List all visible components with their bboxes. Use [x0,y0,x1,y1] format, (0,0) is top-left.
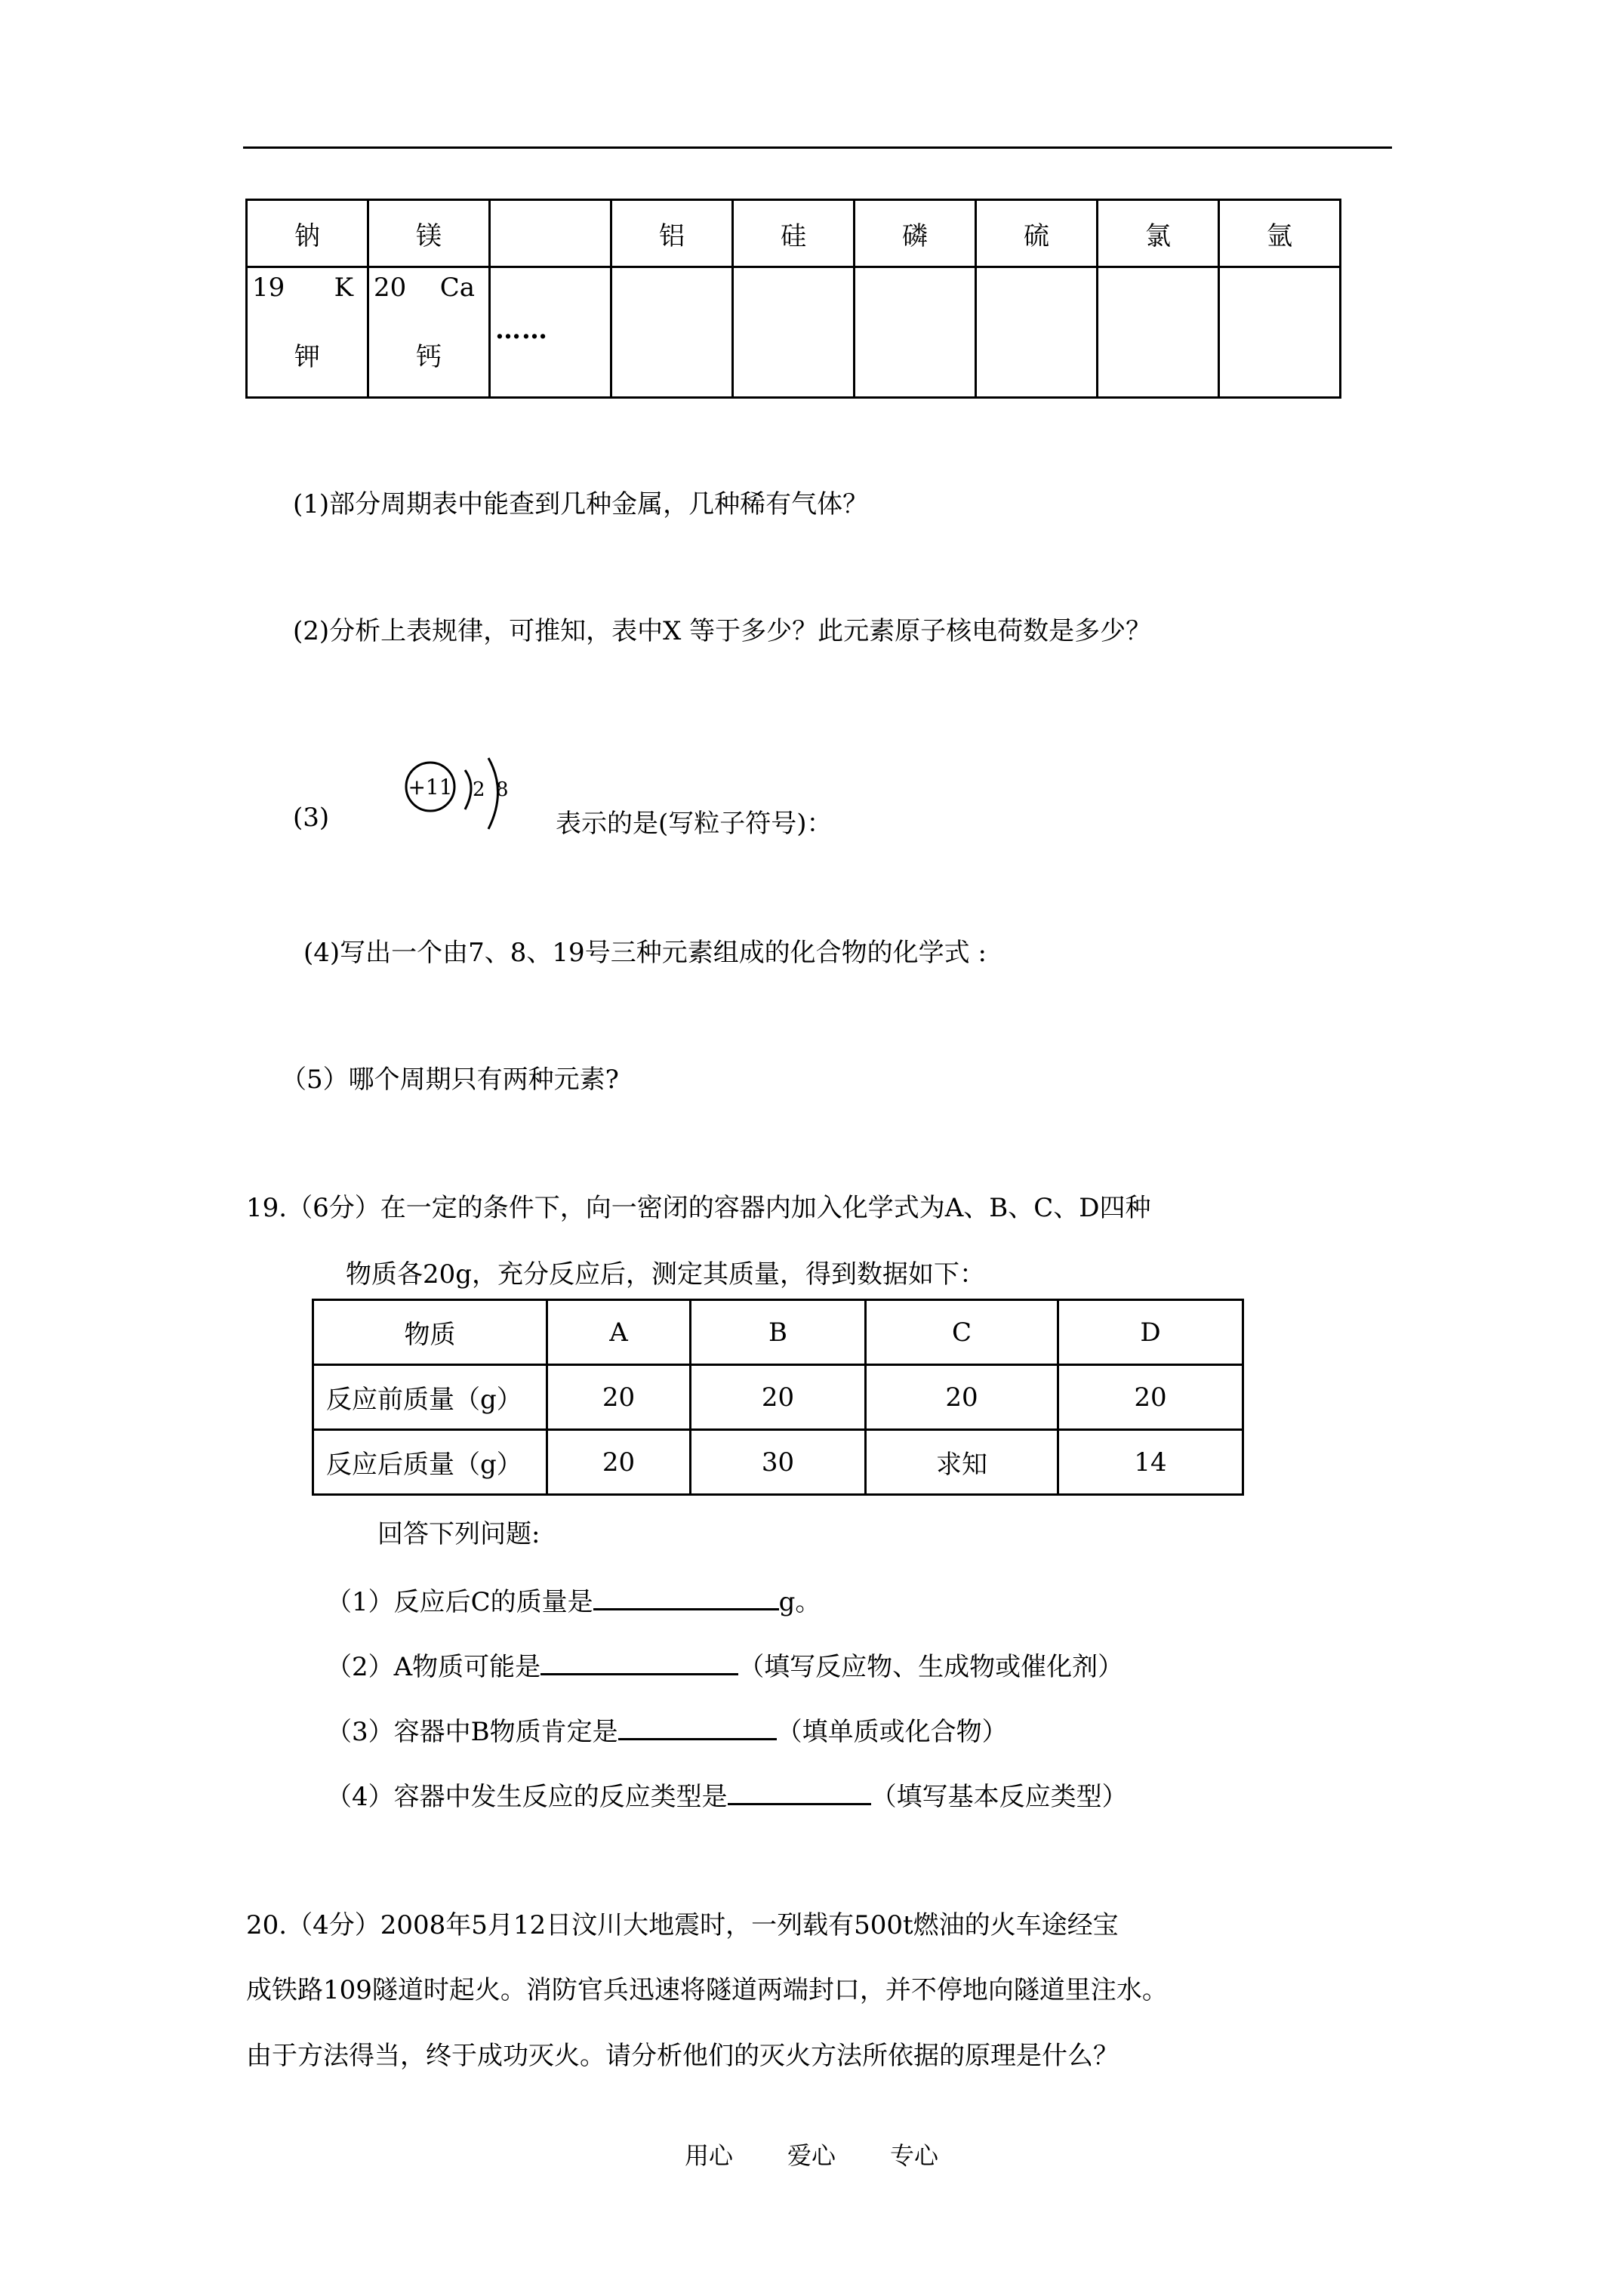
table-cell: 20 [1058,1365,1243,1430]
element-cell: 钠 [247,200,368,267]
table-row [247,267,1341,398]
q18-sub1: (1)部分周期表中能查到几种金属，几种稀有气体？ [293,489,869,519]
empty-cell [976,267,1098,398]
q20-line1: 20.（4分）2008年5月12日汶川大地震时，一列载有500t燃油的火车途经宝 [246,1910,1119,1940]
electron-shell-1 [465,770,471,809]
periodic-table-fragment [245,199,1341,399]
table-row [313,1365,1243,1430]
table-cell: 求知 [866,1430,1058,1495]
q19-sub2 [326,1646,1123,1683]
table-cell: 20 [866,1365,1058,1430]
element-cell: 硫 [976,200,1098,267]
ellipsis: …… [495,315,548,345]
q18-sub4: (4)写出一个由7、8、19号三种元素组成的化合物的化学式 : [303,938,987,968]
element-cell: 磷 [855,200,976,267]
table-cell: D [1058,1300,1243,1365]
q19-sub4-text: （4）容器中发生反应的反应类型是 [326,1782,728,1812]
q19-sub4-hint: （填写基本反应类型） [870,1782,1128,1812]
q20-line2: 成铁路109隧道时起火。消防官兵迅速将隧道两端封口，并不停地向隧道里注水。 [246,1975,1168,2005]
table-row [313,1430,1243,1495]
atom-structure-diagram [402,755,522,838]
answer-blank[interactable] [618,1712,777,1740]
q19-intro-line2: 物质各20g，充分反应后，测定其质量，得到数据如下： [346,1259,986,1290]
table-cell: 20 [691,1365,866,1430]
element-cell: 氩 [1219,200,1341,267]
table-cell: A [547,1300,691,1365]
q19-sub1-text: （1）反应后C的质量是 [326,1587,593,1617]
q18-sub3-text: 表示的是(写粒子符号)： [556,809,833,839]
q19-sub3 [326,1711,1008,1748]
element-cell-potassium [247,267,368,398]
q18-sub2: (2)分析上表规律，可推知，表中X 等于多少？此元素原子核电荷数是多少？ [293,616,1152,646]
element-cell: 氯 [1098,200,1219,267]
empty-cell [611,267,733,398]
q19-sub3-text: （3）容器中B物质肯定是 [326,1717,618,1747]
empty-cell [1219,267,1341,398]
answer-blank[interactable] [593,1583,779,1610]
table-header-row [313,1300,1243,1365]
empty-cell [855,267,976,398]
q19-sub1-unit: g。 [778,1587,821,1617]
table-cell: 20 [547,1365,691,1430]
element-name: 钙 [416,342,442,372]
element-symbol: K [334,273,353,303]
table-cell: 反应前质量（g） [313,1365,547,1430]
footer-text: 爱心 [787,2141,836,2170]
empty-cell [1098,267,1219,398]
table-cell: B [691,1300,866,1365]
answer-blank[interactable] [540,1647,738,1675]
q19-sub2-text: （2）A物质可能是 [326,1652,541,1682]
element-cell: 硅 [733,200,855,267]
element-name: 钾 [294,342,320,372]
q19-sub2-hint: （填写反应物、生成物或催化剂） [738,1652,1124,1682]
element-cell [490,200,611,267]
page-footer [0,2137,1623,2171]
shell1-electrons: 2 [473,778,485,801]
element-cell-calcium [368,267,490,398]
shell2-electrons: 8 [496,778,509,801]
table-cell: 反应后质量（g） [313,1430,547,1495]
atomic-number: 20 [374,273,407,303]
q19-sub3-hint: （填单质或化合物） [776,1717,1008,1747]
answer-blank[interactable] [728,1777,871,1805]
table-cell: 20 [547,1430,691,1495]
q19-sub4 [326,1776,1128,1813]
footer-text: 专心 [890,2141,939,2170]
empty-cell [733,267,855,398]
reaction-data-table [312,1299,1244,1496]
atomic-number: 19 [252,273,285,303]
footer-text: 用心 [684,2141,733,2170]
table-cell: 14 [1058,1430,1243,1495]
q19-intro-line1: 19.（6分）在一定的条件下，向一密闭的容器内加入化学式为A、B、C、D四种 [246,1193,1151,1223]
q20-line3: 由于方法得当，终于成功灭火。请分析他们的灭火方法所依据的原理是什么？ [246,2041,1119,2071]
nucleus-charge: +11 [408,775,453,800]
q18-sub3-number: (3) [293,803,330,833]
element-symbol: Ca [439,273,475,303]
q19-sub1 [326,1581,821,1618]
table-cell: C [866,1300,1058,1365]
table-row [247,200,1341,267]
q18-sub5: （5）哪个周期只有两种元素? [281,1065,619,1095]
ellipsis-cell [490,267,611,398]
table-cell: 30 [691,1430,866,1495]
table-cell: 物质 [313,1300,547,1365]
element-cell: 镁 [368,200,490,267]
q19-prompt: 回答下列问题: [377,1519,540,1549]
element-cell: 铝 [611,200,733,267]
header-rule [243,146,1392,149]
